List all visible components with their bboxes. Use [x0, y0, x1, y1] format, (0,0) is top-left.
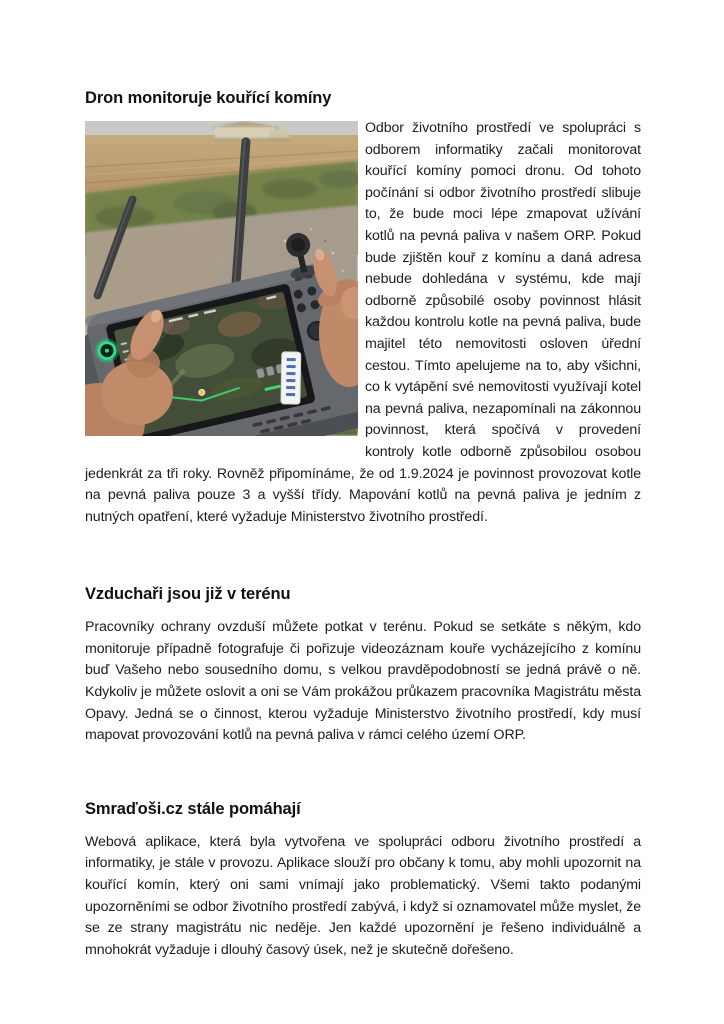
article-1-body — [85, 118, 641, 528]
article-drone-monitoring — [85, 88, 641, 528]
drone-controller-photo — [85, 121, 358, 436]
controller-sticker — [281, 352, 301, 404]
article-field-workers — [85, 584, 641, 747]
article-1-heading: Dron monitoruje kouřící komíny — [85, 89, 332, 107]
article-3-body: Webová aplikace, která byla vytvořena ve spolupráci odboru životního prostředí a informatiky, je stále v provozu. Aplikace slouží pro občany k tomu, aby mohli upozornit na kouřící komín, který oni sami vnímají jako problematický. Všemi takto podanými upozorněními se odbor životního prostředí zabývá, i když si oznamovatel může myslet, že se ze strany magistrátu nic neděje. Jen každé upozornění je řešeno individuálně a mnohokrát vyžaduje i dlouhý časový úsek, než je skutečně dořešeno. — [85, 833, 641, 958]
article-2-heading: Vzduchaři jsou již v terénu — [85, 585, 291, 604]
article-smradosi-app — [85, 799, 641, 962]
article-1-text: Odbor životního prostředí ve spolupráci s odborem informatiky začali monitorovat kouřící komíny pomoci dronu. Od tohoto počínání si odbor životního prostředí slibuje to, že bude moci lépe zmapovat užívání kotlů na pevná paliva v našem ORP. Pokud bude zjištěn kouř z komínu a daná adresa nebude dohledána v systému, kde mají odborně způsobilé osoby povinnost hlásit každou kontrolu kotle na pevná paliva, bude majitel této nemovitosti osloven úřední cestou. Tímto apelujeme na to, aby všichni, co k vytápění své nemovitosti využívají kotel na pevná paliva, nezapomínali na zákonnou povinnost, která spočívá v provedení kontroly kotle odborně způsobilou osobou jedenkrát za tři roky. Rovněž připomínáme, že od 1.9.2024 je povinnost provozovat kotle na pevná paliva pouze 3 a vyšší třídy. Mapování kotlů na pevná paliva je jedním z nutných opatření, které vyžaduje Ministerstvo životního prostředí. — [85, 120, 641, 525]
page-content — [85, 88, 641, 961]
article-2-body: Pracovníky ochrany ovzduší můžete potkat v terénu. Pokud se setkáte s někým, kdo monitoruje případně fotografuje či pořizuje videozáznam kouře vycházejícího z komínu buď Vašeho nebo sousedního domu, s velkou pravděpodobností se jedná právě o ně. Kdykoliv je můžete oslovit a oni se Vám prokážou průkazem pracovníka Magistrátu města Opavy. Jedná se o činnost, kterou vyžaduje Ministerstvo životního prostředí, kdy musí mapovat provozování kotlů na pevná paliva v rámci celého území ORP. — [85, 619, 641, 744]
article-3-heading: Smraďoši.cz stále pomáhají — [85, 799, 301, 818]
